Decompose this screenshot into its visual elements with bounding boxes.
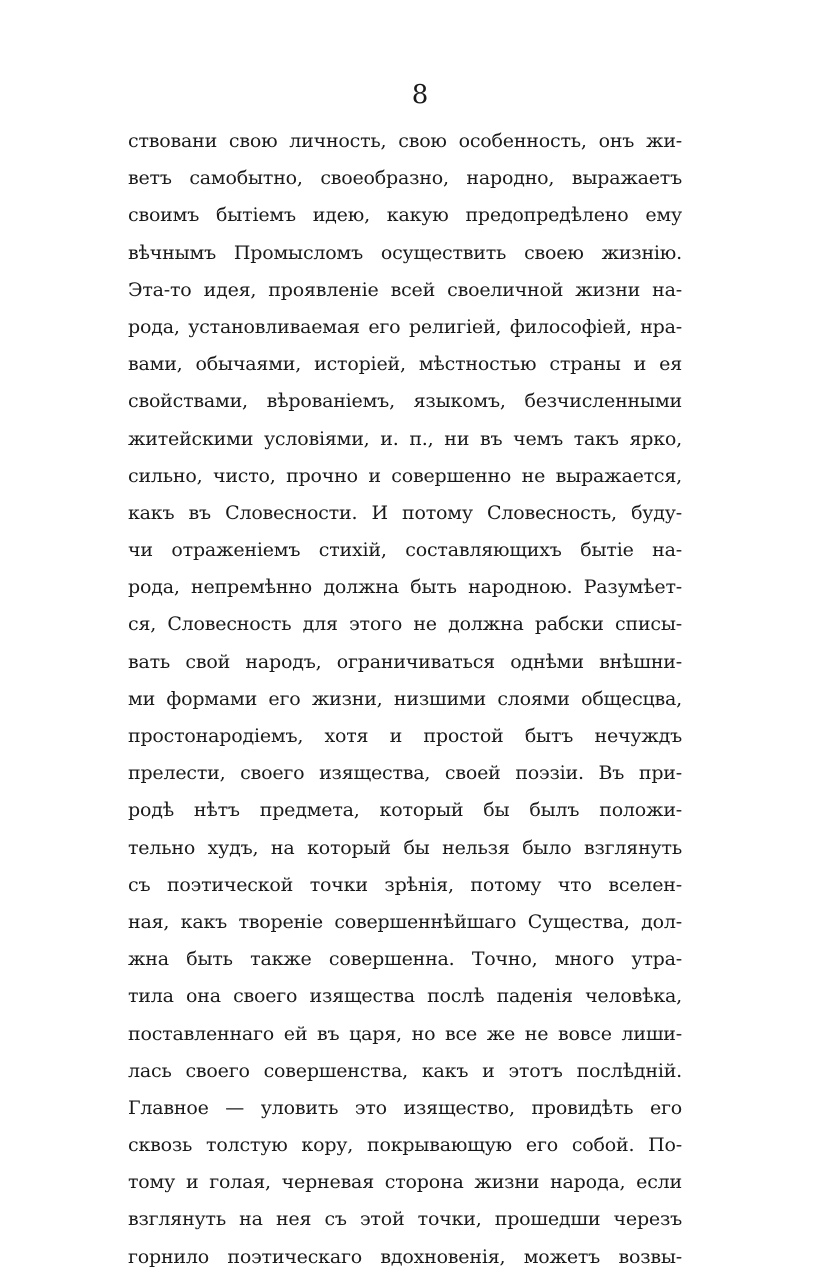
- text-line: тому и голая, черневая сторона жизни народа, если: [128, 1171, 682, 1194]
- text-line: родѣ нѣтъ предмета, который бы былъ положи-: [128, 799, 682, 822]
- text-line: поставленнаго ей въ царя, но все же не вовсе лиши-: [128, 1022, 682, 1045]
- text-line: горнило поэтическаго вдохновенія, можетъ возвы-: [128, 1245, 682, 1268]
- text-line: житейскими условіями, и. п., ни въ чемъ такъ ярко,: [128, 427, 682, 450]
- body-text: [128, 123, 682, 1276]
- page-number: 8: [411, 80, 429, 110]
- text-line: съ поэтической точки зрѣнія, потому что вселен-: [128, 873, 682, 896]
- text-line: сильно, чисто, прочно и совершенно не выражается,: [128, 464, 682, 487]
- text-line: ми формами его жизни, низшими слоями общесцва,: [128, 687, 682, 710]
- text-line: Эта-то идея, проявленіе всей своеличной жизни на-: [128, 278, 682, 301]
- text-line: тила она своего изящества послѣ паденія человѣка,: [128, 985, 682, 1008]
- text-line: жна быть также совершенна. Точно, много утра-: [128, 948, 682, 971]
- text-line: ная, какъ твореніе совершеннѣйшаго Существа, дол-: [128, 910, 682, 933]
- text-line: лась своего совершенства, какъ и этотъ послѣдній.: [128, 1059, 682, 1082]
- text-line: чи отраженіемъ стихій, составляющихъ бытіе на-: [128, 539, 682, 562]
- text-line: прелести, своего изящества, своей поэзіи. Въ при-: [128, 762, 682, 785]
- text-line: сквозь толстую кору, покрывающую его собой. По-: [128, 1134, 682, 1157]
- text-line: тельно худъ, на который бы нельзя было взглянуть: [128, 836, 682, 859]
- text-line: рода, установливаемая его религіей, философіей, нра-: [128, 315, 682, 338]
- text-line: какъ въ Словесности. И потому Словесность, буду-: [128, 501, 682, 524]
- text-line: ветъ самобытно, своеобразно, народно, выражаетъ: [128, 167, 682, 190]
- text-line: вами, обычаями, исторіей, мѣстностью страны и ея: [128, 353, 682, 376]
- text-line: своимъ бытіемъ идею, какую предопредѣлено ему: [128, 204, 682, 227]
- text-line: ствовани свою личность, свою особенность, онъ жи-: [128, 130, 682, 152]
- text-line: Главное — уловить это изящество, провидѣть его: [128, 1096, 682, 1119]
- text-line: ся, Словесность для этого не должна рабски списы-: [128, 613, 682, 636]
- text-line: рода, непремѣнно должна быть народною. Разумѣет-: [128, 576, 682, 599]
- text-line: взглянуть на нея съ этой точки, прошедши черезъ: [128, 1208, 682, 1231]
- text-line: вѣчнымъ Промысломъ осуществить своею жизнію.: [128, 241, 682, 264]
- text-line: простонародіемъ, хотя и простой бытъ нечуждъ: [128, 725, 682, 747]
- text-line: вать свой народъ, ограничиваться однѣми внѣшни-: [128, 650, 682, 673]
- text-line: свойствами, вѣрованіемъ, языкомъ, безчисленными: [128, 390, 682, 413]
